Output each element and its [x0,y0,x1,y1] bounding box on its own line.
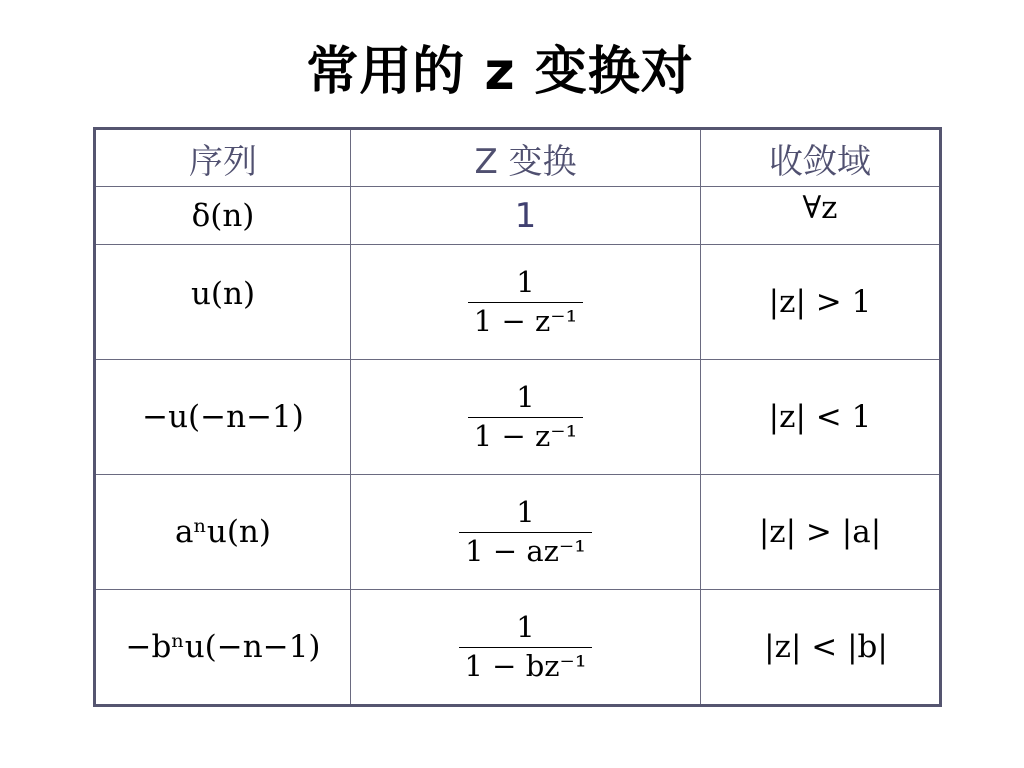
sequence-delta: δ(n) [191,197,255,234]
sequence-cell [95,187,351,245]
roc-expression: |z| > 1 [768,284,872,320]
sequence-unit-step: u(n) [190,276,256,312]
transform-fraction [468,266,583,338]
transform-cell [351,245,701,360]
header-roc: 收敛域 [701,129,941,187]
sequence-cell [95,590,351,706]
transform-fraction [468,381,583,453]
fraction-denominator: 1 − z⁻¹ [473,418,578,453]
fraction-numerator: 1 [516,610,535,645]
header-sequence: 序列 [95,129,351,187]
z-transform-pairs-table [93,127,942,707]
table-row [95,245,941,360]
fraction-numerator: 1 [516,265,535,300]
table-row [95,475,941,590]
transform-one: 1 [514,195,537,236]
roc-cell [701,360,941,475]
fraction-numerator: 1 [516,495,535,530]
header-row [95,129,941,187]
table-row [95,187,941,245]
sequence-cell [95,475,351,590]
fraction-denominator: 1 − z⁻¹ [473,303,578,338]
transform-fraction [459,496,592,568]
roc-expression: |z| < |b| [764,629,888,665]
sequence-anticausal-step: −u(−n−1) [142,399,304,435]
transform-fraction [459,611,593,683]
roc-cell [701,245,941,360]
transform-cell [351,360,701,475]
fraction-denominator: 1 − bz⁻¹ [464,648,587,683]
slide-title: 常用的 z 变换对 [306,42,694,102]
fraction-denominator: 1 − az⁻¹ [465,533,586,568]
sequence-cell [95,245,351,360]
sequence-cell [95,360,351,475]
roc-expression: |z| > |a| [758,514,882,550]
transform-cell [351,475,701,590]
sequence-exponential-anticausal: −bⁿu(−n−1) [125,629,321,665]
sequence-exponential-causal: aⁿu(n) [174,514,271,550]
header-z-transform: Z 变换 [351,129,701,187]
roc-cell [701,475,941,590]
table-row [95,590,941,706]
transform-cell [351,187,701,245]
transform-cell [351,590,701,706]
fraction-numerator: 1 [516,380,535,415]
roc-cell [701,590,941,706]
roc-expression: |z| < 1 [768,399,872,435]
table-row [95,360,941,475]
roc-all-z: ∀z [802,189,838,226]
roc-cell [701,187,941,245]
